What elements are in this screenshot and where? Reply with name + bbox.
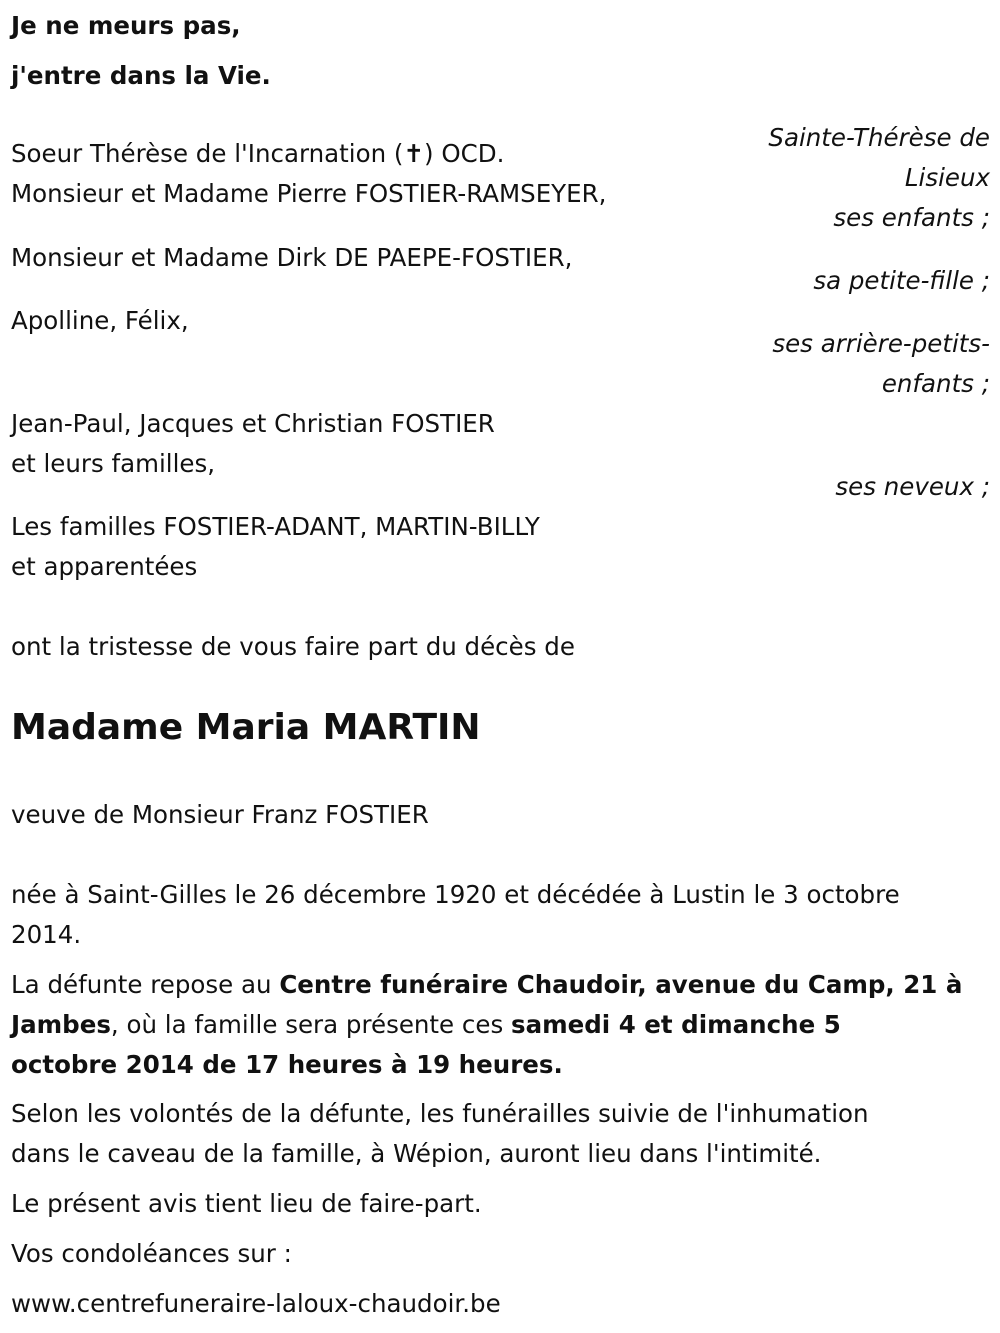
repose-place-city: Jambes <box>11 1010 111 1039</box>
repose-prefix: La défunte repose au <box>11 970 280 999</box>
repose-line-2 <box>11 1005 841 1045</box>
repose-middle: , où la famille sera présente ces <box>110 1010 511 1039</box>
verse-line-1: Je ne meurs pas, <box>11 11 241 40</box>
announcement-text: ont la tristesse de vous faire part du décès de <box>11 632 575 661</box>
family-left-line: Monsieur et Madame Pierre FOSTIER-RAMSEYER, <box>11 179 607 208</box>
repose-place: Centre funéraire Chaudoir, avenue du Camp, 21 à <box>279 970 963 999</box>
family-relation-line: Lisieux <box>904 163 990 192</box>
funeral-line: dans le caveau de la famille, à Wépion, auront lieu dans l'intimité. <box>11 1139 822 1168</box>
family-left-line: Jean-Paul, Jacques et Christian FOSTIER <box>11 409 495 438</box>
family-left-line: et apparentées <box>11 552 198 581</box>
family-relation-line: ses neveux ; <box>835 472 990 501</box>
verse-line-2: j'entre dans la Vie. <box>11 61 271 90</box>
family-relation-line: sa petite-fille ; <box>813 266 990 295</box>
birth-death-line: 2014. <box>11 920 82 949</box>
family-left-line: Soeur Thérèse de l'Incarnation (✝) OCD. <box>11 139 505 168</box>
widow-of-text: veuve de Monsieur Franz FOSTIER <box>11 800 429 829</box>
repose-dates-line: octobre 2014 de 17 heures à 19 heures. <box>11 1050 563 1079</box>
family-relation-line: enfants ; <box>881 369 990 398</box>
condolences-label: Vos condoléances sur : <box>11 1239 292 1268</box>
website-link[interactable]: www.centrefuneraire-laloux-chaudoir.be <box>11 1289 501 1318</box>
family-relation-line: ses enfants ; <box>833 203 990 232</box>
notice-text: Le présent avis tient lieu de faire-part. <box>11 1189 482 1218</box>
family-left-line: Monsieur et Madame Dirk DE PAEPE-FOSTIER, <box>11 243 573 272</box>
family-relation-line: Sainte-Thérèse de <box>768 123 990 152</box>
deceased-name: Madame Maria MARTIN <box>11 707 481 748</box>
funeral-line: Selon les volontés de la défunte, les funérailles suivie de l'inhumation <box>11 1099 869 1128</box>
family-left-line: Apolline, Félix, <box>11 306 189 335</box>
family-relation-line: ses arrière-petits- <box>772 329 990 358</box>
family-left-line: et leurs familles, <box>11 449 216 478</box>
repose-line-1 <box>11 965 962 1005</box>
family-left-line: Les familles FOSTIER-ADANT, MARTIN-BILLY <box>11 512 540 541</box>
repose-dates: samedi 4 et dimanche 5 <box>511 1010 841 1039</box>
birth-death-line: née à Saint-Gilles le 26 décembre 1920 et décédée à Lustin le 3 octobre <box>11 880 900 909</box>
